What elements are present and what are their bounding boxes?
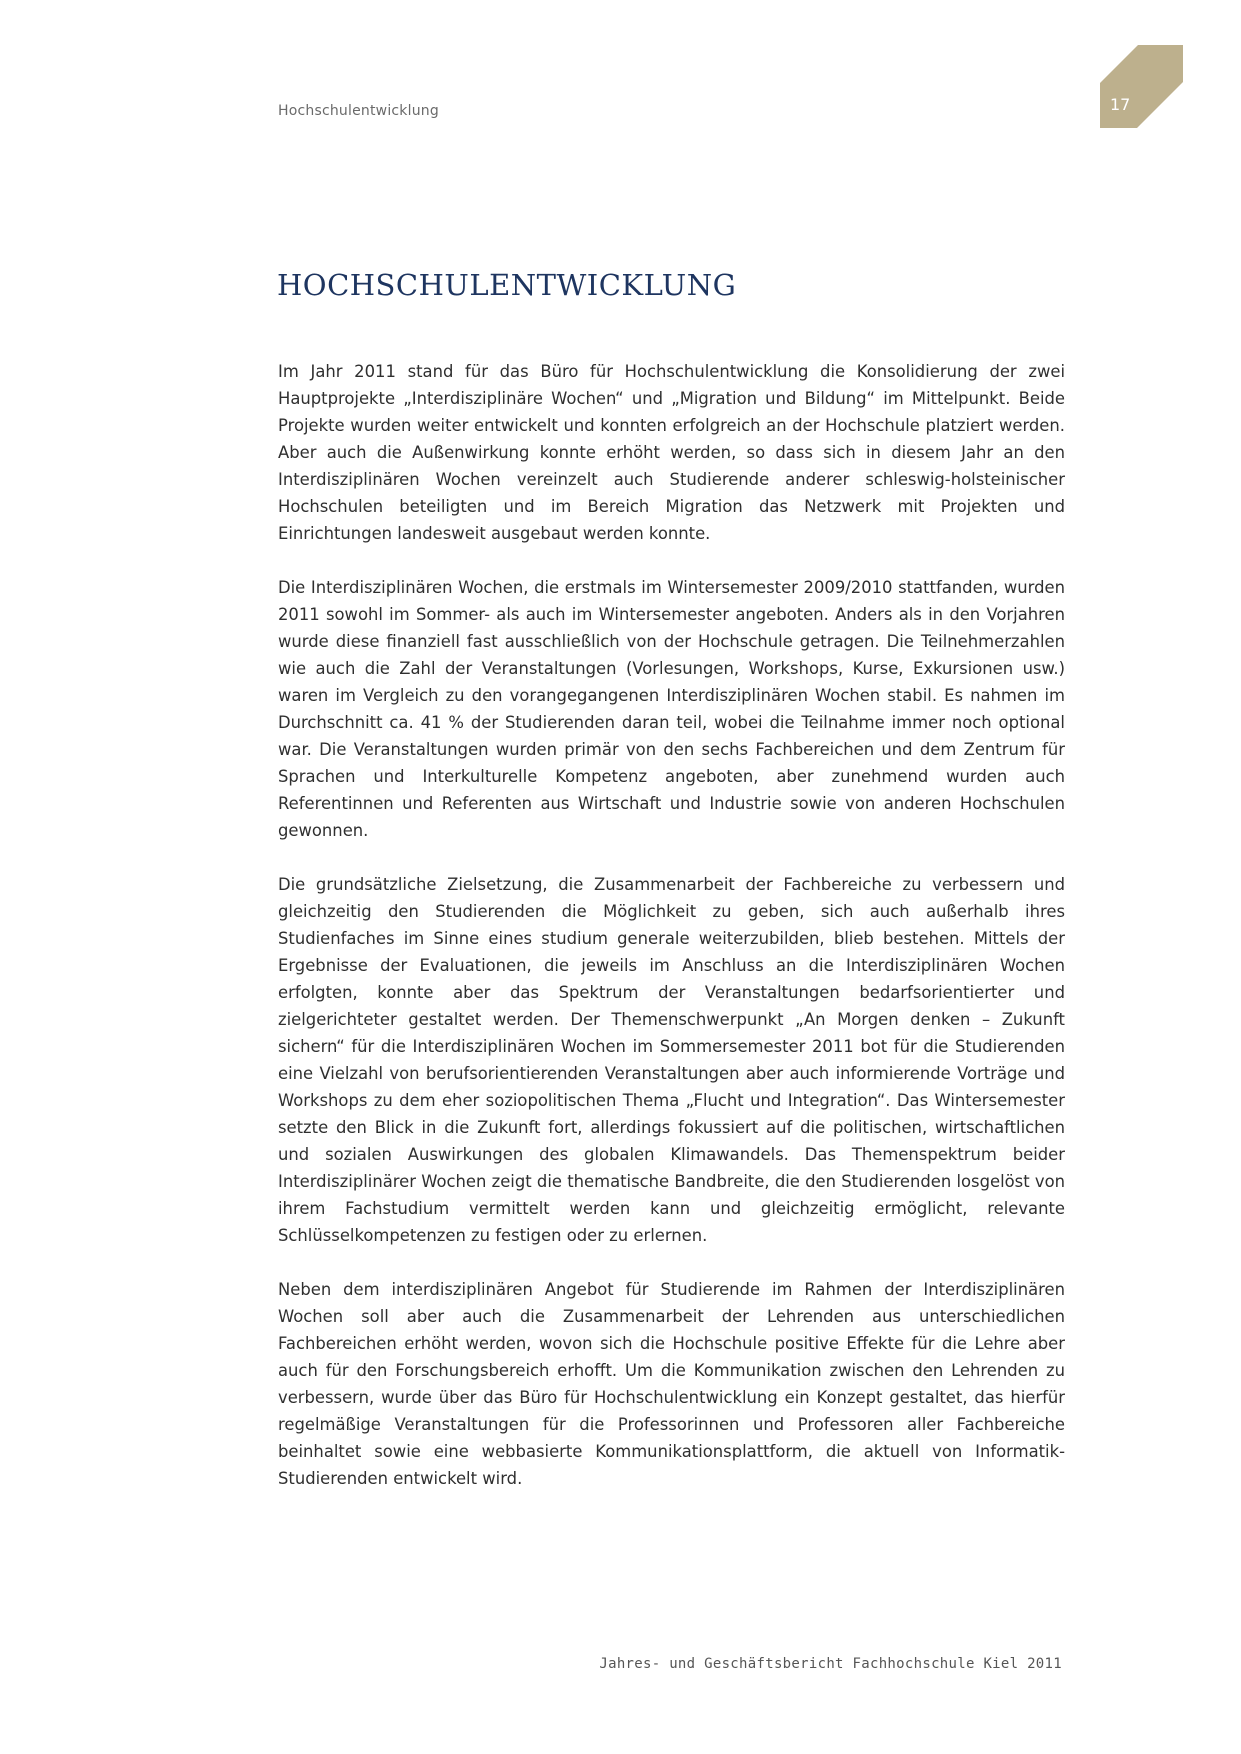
page-number: 17 xyxy=(1110,95,1131,114)
page-number-tab xyxy=(1100,45,1183,128)
paragraph-4: Neben dem interdisziplinären Angebot für Studierende im Rahmen der Interdisziplinären Wochen soll aber auch die Zusammenarbeit der Lehrenden aus unterschiedlichen Fachbereichen erhöht werden, wovon sich die Hochschule positive Effekte für die Lehre aber auch für den Forschungsbereich erhofft. Um die Kommunikation zwischen den Lehrenden zu verbessern, wurde über das Büro für Hochschulentwicklung ein Konzept gestaltet, das hierfür regelmäßige Veranstaltungen für die Professorinnen und Professoren aller Fachbereiche beinhaltet sowie eine webbasierte Kommunikationsplattform, die aktuell von Informatik-Studierenden entwickelt wird. xyxy=(278,1280,1065,1488)
page-tab-shape xyxy=(1100,45,1183,128)
body-text xyxy=(278,358,1065,1519)
page-title: HOCHSCHULENTWICKLUNG xyxy=(277,268,737,302)
paragraph-1: Im Jahr 2011 stand für das Büro für Hochschulentwicklung die Konsolidierung der zwei Hauptprojekte „Interdisziplinäre Wochen“ und „Migration und Bildung“ im Mittelpunkt. Beide Projekte wurden weiter entwickelt und konnten erfolgreich an der Hochschule platziert werden. Aber auch die Außenwirkung konnte erhöht werden, so dass sich in diesem Jahr an den Interdisziplinären Wochen vereinzelt auch Studierende anderer schleswig-holsteinischer Hochschulen beteiligten und im Bereich Migration das Netzwerk mit Projekten und Einrichtungen landesweit ausgebaut werden konnte. xyxy=(278,362,1065,543)
paragraph-3: Die grundsätzliche Zielsetzung, die Zusammenarbeit der Fachbereiche zu verbessern und gleichzeitig den Studierenden die Möglichkeit zu geben, sich auch außerhalb ihres Studienfaches im Sinne eines studium generale weiterzubilden, blieb bestehen. Mittels der Ergebnisse der Evaluationen, die jeweils im Anschluss an die Interdisziplinären Wochen erfolgten, konnte aber das Spektrum der Veranstaltungen bedarfsorientierter und zielgerichteter gestaltet werden. Der Themenschwerpunkt „An Morgen denken – Zukunft sichern“ für die Interdisziplinären Wochen im Sommersemester 2011 bot für die Studierenden eine Vielzahl von berufsorientierenden Veranstaltungen aber auch informierende Vorträge und Workshops zu dem eher soziopolitischen Thema „Flucht und Integration“. Das Wintersemester setzte den Blick in die Zukunft fort, allerdings fokussiert auf die politischen, wirtschaftlichen und sozialen Auswirkungen des globalen Klimawandels. Das Themenspektrum beider Interdisziplinärer Wochen zeigt die thematische Bandbreite, die den Studierenden losgelöst von ihrem Fachstudium vermittelt werden kann und gleichzeitig ermöglicht, relevante Schlüsselkompetenzen zu festigen oder zu erlernen. xyxy=(278,875,1065,1245)
paragraph-2: Die Interdisziplinären Wochen, die erstmals im Wintersemester 2009/2010 stattfanden, wurden 2011 sowohl im Sommer- als auch im Wintersemester angeboten. Anders als in den Vorjahren wurde diese finanziell fast ausschließlich von der Hochschule getragen. Die Teilnehmerzahlen wie auch die Zahl der Veranstaltungen (Vorlesungen, Workshops, Kurse, Exkursionen usw.) waren im Vergleich zu den vorangegangenen Interdisziplinären Wochen stabil. Es nahmen im Durchschnitt ca. 41 % der Studierenden daran teil, wobei die Teilnahme immer noch optional war. Die Veranstaltungen wurden primär von den sechs Fachbereichen und dem Zentrum für Sprachen und Interkulturelle Kompetenz angeboten, aber zunehmend wurden auch Referentinnen und Referenten aus Wirtschaft und Industrie sowie von anderen Hochschulen gewonnen. xyxy=(278,578,1065,840)
footer-publication-title: Jahres- und Geschäftsbericht Fachhochschule Kiel 2011 xyxy=(599,1656,1062,1672)
running-header: Hochschulentwicklung xyxy=(278,103,439,119)
